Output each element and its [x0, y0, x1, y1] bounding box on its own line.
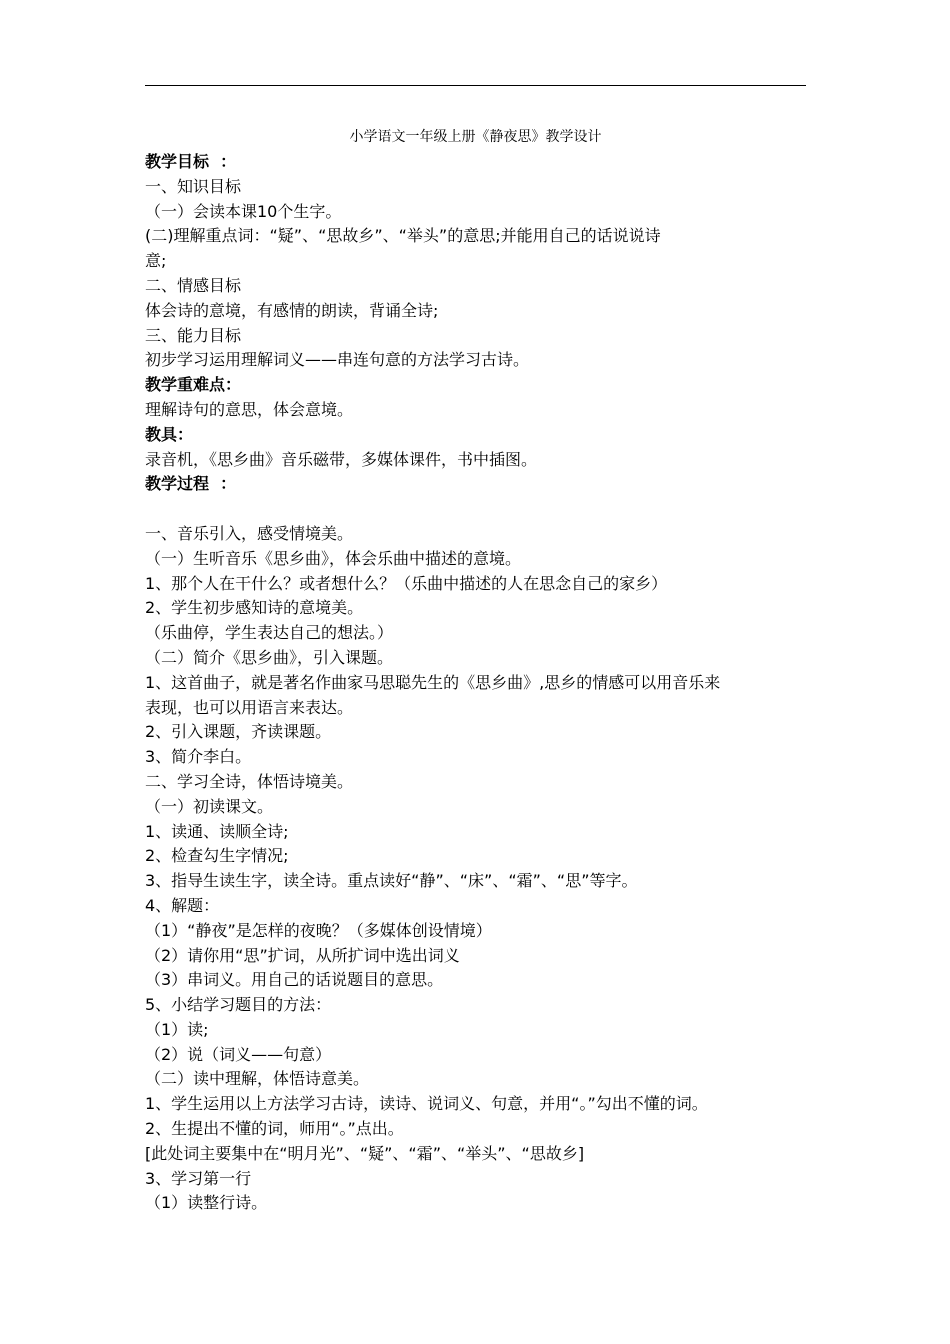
- text-line: （一）会读本课10个生字。: [145, 201, 342, 221]
- text-line: （1）“静夜”是怎样的夜晚？（多媒体创设情境）: [145, 920, 492, 940]
- text-line: （一）生听音乐《思乡曲》，体会乐曲中描述的意境。: [145, 548, 522, 568]
- text-line: [145, 497, 810, 522]
- text-line: 理解诗句的意思，体会意境。: [145, 399, 354, 419]
- text-line: 4、解题：: [145, 895, 220, 915]
- text-line: 一、知识目标: [145, 176, 242, 196]
- document-body: [145, 150, 810, 1216]
- text-line: （2）请你用“思”扩词，从所扩词中选出词义: [145, 945, 460, 965]
- text-line: 一、音乐引入，感受情境美。: [145, 523, 354, 543]
- section-heading: 教学目标 ：: [145, 152, 237, 171]
- section-heading: 教学重难点：: [145, 375, 242, 395]
- text-line: 3、学习第一行: [145, 1168, 252, 1188]
- text-line: 2、检查勾生字情况;: [145, 846, 289, 866]
- text-line: 二、情感目标: [145, 275, 242, 295]
- text-line: （一）初读课文。: [145, 796, 274, 816]
- text-line: 意;: [145, 251, 167, 271]
- text-line: 三、能力目标: [145, 325, 242, 345]
- text-line: 录音机，《思乡曲》音乐磁带，多媒体课件，书中插图。: [145, 449, 538, 469]
- header-rule: [145, 85, 806, 86]
- text-line: （1）读;: [145, 1019, 209, 1039]
- text-line: [此处词主要集中在“明月光”、“疑”、“霜”、“举头”、“思故乡]: [145, 1143, 585, 1163]
- text-line: （二）简介《思乡曲》，引入课题。: [145, 647, 394, 667]
- text-line: （3）串词义。用自己的话说题目的意思。: [145, 970, 444, 990]
- text-line: 5、小结学习题目的方法：: [145, 995, 332, 1015]
- text-line: 体会诗的意境，有感情的朗读，背诵全诗;: [145, 300, 439, 320]
- text-line: (二)理解重点词：“疑”、“思故乡”、“举头”的意思;并能用自己的话说说诗: [145, 226, 661, 246]
- text-line: 2、引入课题，齐读课题。: [145, 722, 332, 742]
- text-line: （二）读中理解，体悟诗意美。: [145, 1069, 370, 1089]
- text-line: 2、学生初步感知诗的意境美。: [145, 598, 364, 618]
- text-line: 表现，也可以用语言来表达。: [145, 697, 354, 717]
- text-line: 二、学习全诗，体悟诗境美。: [145, 771, 354, 791]
- text-line: 3、指导生读生字，读全诗。重点读好“静”、“床”、“霜”、“思”等字。: [145, 871, 638, 891]
- text-line: （乐曲停，学生表达自己的想法。）: [145, 623, 394, 643]
- document-title: 小学语文一年级上册《静夜思》教学设计: [349, 129, 602, 145]
- text-line: （2）说（词义——句意）: [145, 1044, 332, 1064]
- section-heading: 教具：: [145, 424, 194, 444]
- text-line: 1、那个人在干什么？或者想什么？（乐曲中描述的人在思念自己的家乡）: [145, 573, 668, 593]
- text-line: 初步学习运用理解词义——串连句意的方法学习古诗。: [145, 350, 530, 370]
- text-line: 3、简介李白。: [145, 747, 252, 767]
- text-line: 1、读通、读顺全诗;: [145, 821, 289, 841]
- text-line: （1）读整行诗。: [145, 1193, 268, 1213]
- text-line: 1、这首曲子，就是著名作曲家马思聪先生的《思乡曲》,思乡的情感可以用音乐来: [145, 672, 721, 692]
- section-heading: 教学过程 ：: [145, 474, 237, 494]
- text-line: 1、学生运用以上方法学习古诗，读诗、说词义、句意，并用“。”勾出不懂的词。: [145, 1094, 708, 1114]
- text-line: 2、生提出不懂的词，师用“。”点出。: [145, 1119, 404, 1139]
